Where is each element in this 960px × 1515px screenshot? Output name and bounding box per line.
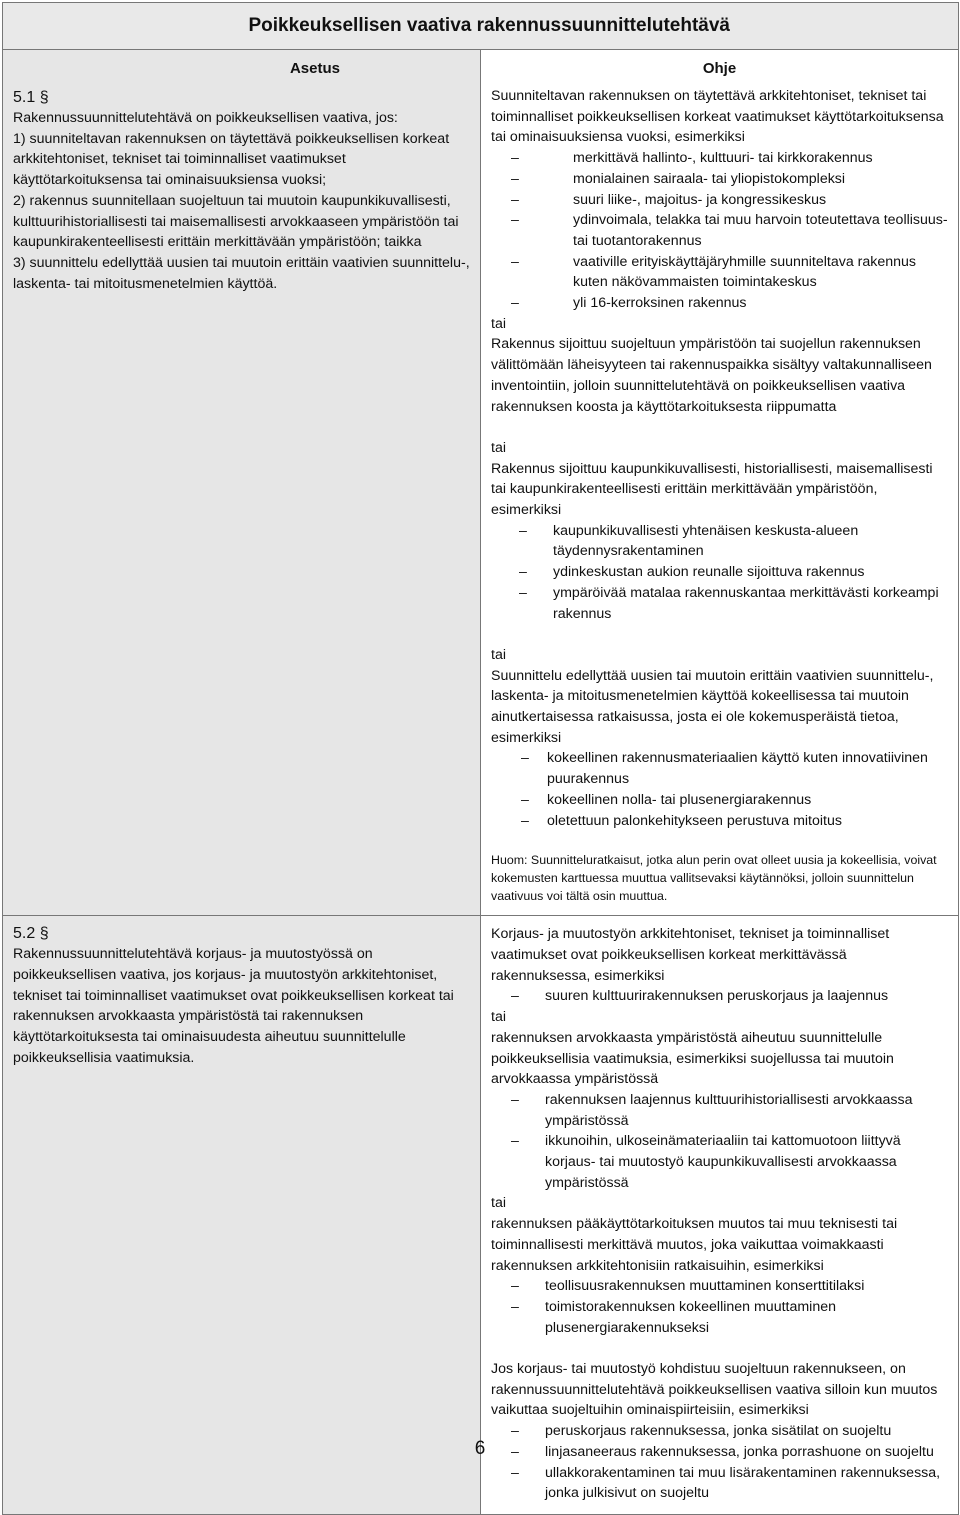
list-item: – ympäröivää matalaa rakennuskantaa merkittävästi korkeampi rakennus xyxy=(491,583,948,624)
example-list xyxy=(491,1421,948,1504)
section-number-5-1: 5.1 § xyxy=(13,89,49,106)
asetus-text-line: Rakennussuunnittelutehtävä on poikkeuksellisen vaativa, jos: xyxy=(13,110,398,126)
asetus-cell-5-2 xyxy=(3,916,481,1515)
note-text: Huom: Suunnitteluratkaisut, jotka alun perin ovat olleet uusia ja kokeellisia, voivat kokemusten karttuessa muuttua vallitsevaksi käytännöksi, jolloin suunnittelun vaativuus voi tältä osin muuttua. xyxy=(491,853,937,904)
example-list xyxy=(491,1090,948,1194)
example-list xyxy=(491,148,948,314)
list-item: – ikkunoihin, ulkoseinämateriaaliin tai kattomuotoon liittyvä korjaus- tai muutostyö kaupunkikuvallisesti arvokkaassa ympäristössä xyxy=(491,1131,948,1193)
list-item: – ydinvoimala, telakka tai muu harvoin toteutettava teollisuus- tai tuotantorakennus xyxy=(491,210,948,251)
list-item: – suuri liike-, majoitus- ja kongressikeskus xyxy=(491,190,948,211)
example-list xyxy=(491,1276,948,1338)
list-item: – yli 16-kerroksinen rakennus xyxy=(491,293,948,314)
ohje-paragraph: Jos korjaus- tai muutostyö kohdistuu suojeltuun rakennukseen, on rakennussuunnittelutehtävä poikkeuksellisen vaativa silloin kun muutos vaikuttaa suojeltuihin ominaispiirteisiin, esimerkiksi xyxy=(491,1361,938,1419)
ohje-paragraph: Suunnittelu edellyttää uusien tai muutoin erittäin vaativien suunnittelu-, laskenta- ja mitoitusmenetelmien käyttöä kokeellisessa tai muutoin ainutkertaisessa ratkaisussa, josta ei ole kokemusperäistä tietoa, esimerkiksi xyxy=(491,667,934,746)
list-item: – linjasaneeraus rakennuksessa, jonka porrashuone on suojeltu xyxy=(491,1442,948,1463)
regulation-table xyxy=(2,2,959,1515)
asetus-text-line: 1) suunniteltavan rakennuksen on täytettävä poikkeuksellisen korkeat arkkitehtoniset, tekniset tai toiminnalliset vaatimukset käyttötarkoituksensa tai ominaisuuksiensa vuoksi; xyxy=(13,130,450,189)
list-item: – ullakkorakentaminen tai muu lisärakentaminen rakennuksessa, jonka julkisivut on suojeltu xyxy=(491,1463,948,1504)
or-separator: tai xyxy=(491,1195,506,1212)
column-heading-ohje: Ohje xyxy=(702,60,737,77)
document-title: Poikkeuksellisen vaativa rakennussuunnittelutehtävä xyxy=(3,3,959,50)
ohje-paragraph: rakennuksen arvokkaasta ympäristöstä aiheutuu suunnittelulle poikkeuksellisia vaatimuksia, esimerkiksi suojellussa tai muutoin arvokkaassa ympäristössä xyxy=(491,1029,894,1088)
ohje-paragraph: Rakennus sijoittuu kaupunkikuvallisesti, historiallisesti, maisemallisesti tai kaupunkirakenteellisesti erittäin merkittävään ympäristöön, esimerkiksi xyxy=(491,460,933,519)
or-separator: tai xyxy=(491,439,506,456)
ohje-cell-5-2 xyxy=(481,916,959,1515)
or-separator: tai xyxy=(491,1009,506,1026)
list-item: – kaupunkikuvallisesti yhtenäisen keskusta-alueen täydennysrakentaminen xyxy=(491,521,948,562)
list-item: – peruskorjaus rakennuksessa, jonka sisätilat on suojeltu xyxy=(491,1421,948,1442)
ohje-paragraph: rakennuksen pääkäyttötarkoituksen muutos tai muu teknisesti tai toiminnallisesti merkittävä muutos, joka vaikuttaa voimakkaasti rakennuksen arkkitehtonisiin ratkaisuihin, esimerkiksi xyxy=(491,1216,898,1274)
list-item: – vaativille erityiskäyttäjäryhmille suunniteltava rakennus kuten näkövammaisten toimintakeskus xyxy=(491,252,948,293)
asetus-text-line: 3) suunnittelu edellyttää uusien tai muutoin erittäin vaativien suunnittelu-, laskenta- tai mitoitusmenetelmien käyttöä. xyxy=(13,254,470,292)
example-list xyxy=(491,748,948,831)
list-item: – ydinkeskustan aukion reunalle sijoittuva rakennus xyxy=(491,562,948,583)
page-number: 6 xyxy=(474,1438,486,1459)
example-list xyxy=(491,521,948,625)
ohje-cell-5-1 xyxy=(481,50,959,916)
column-heading-asetus: Asetus xyxy=(289,60,340,77)
asetus-cell-5-1 xyxy=(3,50,481,916)
list-item: – kokeellinen rakennusmateriaalien käyttö kuten innovatiivinen puurakennus xyxy=(491,748,948,789)
list-item: – toimistorakennuksen kokeellinen muuttaminen plusenergiarakennukseksi xyxy=(491,1297,948,1338)
example-list xyxy=(491,986,948,1007)
ohje-paragraph: Korjaus- ja muutostyön arkkitehtoniset, tekniset ja toiminnalliset vaatimukset ovat poikkeuksellisen korkeat merkittävässä rakennuksessa, esimerkiksi xyxy=(491,926,890,984)
list-item: – monialainen sairaala- tai yliopistokompleksi xyxy=(491,169,948,190)
or-separator: tai xyxy=(491,646,506,663)
ohje-paragraph: Suunniteltavan rakennuksen on täytettävä arkkitehtoniset, tekniset tai toiminnalliset poikkeuksellisen korkeat vaatimukset käyttötarkoituksensa tai ominaisuuksiensa vuoksi, esimerkiksi xyxy=(491,88,944,146)
list-item: – suuren kulttuurirakennuksen peruskorjaus ja laajennus xyxy=(491,986,948,1007)
document-page xyxy=(2,2,959,1515)
asetus-text-line: 2) rakennus suunnitellaan suojeltuun tai muutoin kaupunkikuvallisesti, kulttuurihistoriallisesti tai maisemallisesti arvokkaaseen ympäristöön tai kaupunkirakenteellisesti erittäin merkittävään ympäristöön; taikka xyxy=(13,192,459,251)
list-item: – kokeellinen nolla- tai plusenergiarakennus xyxy=(491,790,948,811)
or-separator: tai xyxy=(491,315,506,332)
list-item: – oletettuun palonkehitykseen perustuva mitoitus xyxy=(491,811,948,832)
ohje-paragraph: Rakennus sijoittuu suojeltuun ympäristöön tai suojellun rakennuksen välittömään läheisyyteen tai rakennuspaikka sisältyy valtakunnalliseen inventointiin, jolloin suunnittelutehtävä on poikkeuksellisen vaativa rakennuksen koosta ja käyttötarkoituksesta riippumatta xyxy=(491,336,932,415)
list-item: – merkittävä hallinto-, kulttuuri- tai kirkkorakennus xyxy=(491,148,948,169)
list-item: – rakennuksen laajennus kulttuurihistoriallisesti arvokkaassa ympäristössä xyxy=(491,1090,948,1131)
section-number-5-2: 5.2 § xyxy=(13,925,49,943)
asetus-text: Rakennussuunnittelutehtävä korjaus- ja muutostyössä on poikkeuksellisen vaativa, jos korjaus- ja muutostyön arkkitehtoniset, tekniset tai toiminnalliset vaatimukset ovat poikkeuksellisen korkeat tai rakennuksen arvokkaasta ympäristöstä tai rakennuksen käyttötarkoituksesta tai ominaisuudesta aiheutuu suunnittelulle poikkeuksellisia vaatimuksia. xyxy=(13,946,454,1066)
list-item: – teollisuusrakennuksen muuttaminen konserttitilaksi xyxy=(491,1276,948,1297)
